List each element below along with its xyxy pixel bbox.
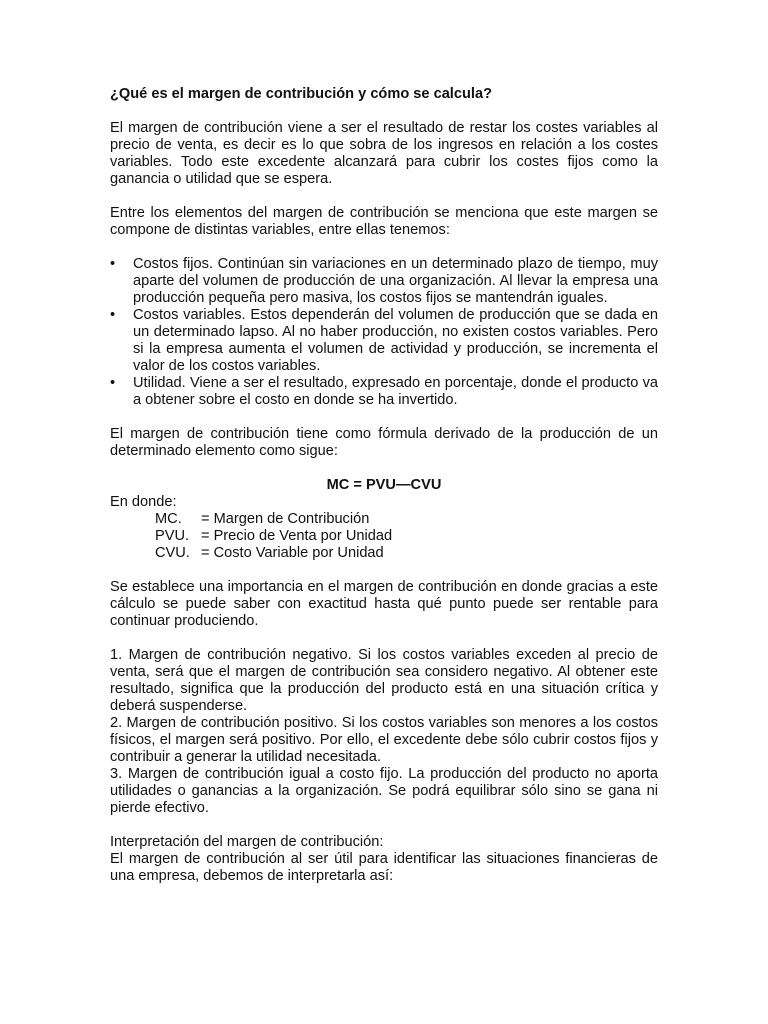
document-title: ¿Qué es el margen de contribución y cómo se calcula? bbox=[110, 86, 492, 102]
definition-meaning: = Costo Variable por Unidad bbox=[201, 545, 384, 561]
interpretation-paragraph: El margen de contribución al ser útil para identificar las situaciones financieras de una empresa, debemos de interpretarla así: bbox=[110, 851, 658, 884]
formula-intro-paragraph: El margen de contribución tiene como fórmula derivado de la producción de un determinado elemento como sigue: bbox=[110, 426, 658, 459]
definition-term: MC. bbox=[155, 511, 182, 527]
definition-term: PVU. bbox=[155, 528, 190, 544]
definition-meaning: = Precio de Venta por Unidad bbox=[201, 528, 393, 544]
bullet-text: Utilidad. Viene a ser el resultado, expresado en porcentaje, donde el producto va a obtener sobre el costo en donde se ha invertido. bbox=[133, 375, 658, 408]
numbered-item-positive: 2. Margen de contribución positivo. Si los costos variables son menores a los costos físicos, el margen será positivo. Por ello, el excedente debe sólo cubrir costos fijos y contribuir a generar la utilidad necesitada. bbox=[110, 715, 658, 765]
bullet-item-profit bbox=[110, 375, 658, 409]
bullet-text: Costos fijos. Continúan sin variaciones en un determinado plazo de tiempo, muy aparte del volumen de producción de una organización. Al llevar la empresa una producción pequeña pero masiva, los costos fijos se mantendrán iguales. bbox=[133, 256, 658, 306]
intro-paragraph: El margen de contribución viene a ser el resultado de restar los costes variables al precio de venta, es decir es lo que sobra de los ingresos en relación a los costes variables. Todo este excedente alcanzará para cubrir los costes fijos como la ganancia o utilidad que se espera. bbox=[110, 120, 658, 187]
bullet-item-variable-costs bbox=[110, 307, 658, 375]
bullet-text: Costos variables. Estos dependerán del volumen de producción que se dada en un determinado lapso. Al no haber producción, no existen costos variables. Pero si la empresa aumenta el volumen de actividad y producción, se incrementa el valor de los costos variables. bbox=[133, 307, 658, 374]
elements-bullet-list bbox=[110, 256, 658, 409]
elements-paragraph: Entre los elementos del margen de contribución se menciona que este margen se compone de distintas variables, entre ellas tenemos: bbox=[110, 205, 658, 238]
formula: MC = PVU—CVU bbox=[326, 477, 442, 493]
bullet-icon: • bbox=[110, 375, 116, 391]
definition-term: CVU. bbox=[155, 545, 190, 561]
bullet-icon: • bbox=[110, 256, 116, 272]
definition-row-pvu bbox=[110, 528, 658, 545]
interpretation-heading: Interpretación del margen de contribución: bbox=[110, 834, 384, 850]
definition-row-mc bbox=[110, 511, 658, 528]
numbered-item-negative: 1. Margen de contribución negativo. Si los costos variables exceden al precio de venta, será que el margen de contribución sea considero negativo. Al obtener este resultado, significa que la producción del producto está en una situación crítica y deberá suspenderse. bbox=[110, 647, 658, 714]
bullet-icon: • bbox=[110, 307, 116, 323]
definition-row-cvu bbox=[110, 545, 658, 562]
bullet-item-fixed-costs bbox=[110, 256, 658, 307]
numbered-list bbox=[110, 647, 658, 817]
importance-paragraph: Se establece una importancia en el margen de contribución en donde gracias a este cálculo se puede saber con exactitud hasta qué punto puede ser rentable para continuar produciendo. bbox=[110, 579, 658, 629]
where-label: En donde: bbox=[110, 494, 177, 510]
definition-meaning: = Margen de Contribución bbox=[201, 511, 370, 527]
numbered-item-equal: 3. Margen de contribución igual a costo fijo. La producción del producto no aporta utilidades o ganancias a la organización. Se podrá equilibrar sólo sino se gana ni pierde efectivo. bbox=[110, 766, 658, 816]
definitions-block bbox=[110, 494, 658, 562]
